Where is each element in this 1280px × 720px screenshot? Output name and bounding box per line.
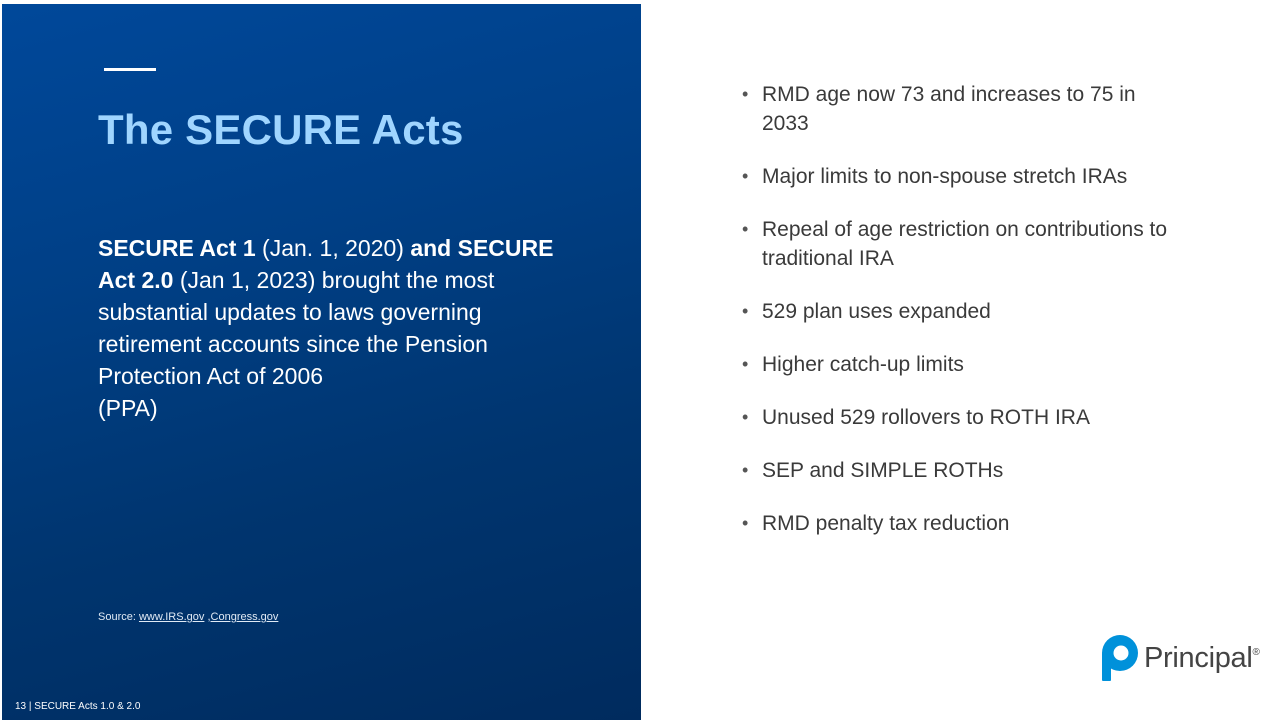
act2-date: (Jan 1, 2023) xyxy=(173,267,322,293)
bullet-item: • RMD age now 73 and increases to 75 in 2033 xyxy=(742,80,1182,138)
summary-paragraph xyxy=(98,232,558,424)
summary-abbreviation: (PPA) xyxy=(98,395,158,421)
logo-registered-mark: ® xyxy=(1252,646,1260,658)
bullet-list xyxy=(742,80,1182,562)
bullet-item: • Major limits to non-spouse stretch IRAs xyxy=(742,162,1182,191)
source-link-congress[interactable]: Congress.gov xyxy=(210,611,279,623)
left-panel xyxy=(2,4,641,720)
accent-line xyxy=(104,68,156,71)
bullet-item: • 529 plan uses expanded xyxy=(742,297,1182,326)
slide-title: The SECURE Acts xyxy=(98,106,464,153)
principal-logo-icon xyxy=(1100,634,1140,682)
summary-description: brought the most substantial updates to laws governing retirement accounts since the Pension Protection Act of 2006 xyxy=(98,267,495,389)
bullet-item: • RMD penalty tax reduction xyxy=(742,509,1182,538)
bullet-item: • SEP and SIMPLE ROTHs xyxy=(742,456,1182,485)
source-note xyxy=(98,611,278,623)
source-link-irs[interactable]: www.IRS.gov xyxy=(138,611,205,623)
slide-footer: 13 | SECURE Acts 1.0 & 2.0 xyxy=(15,701,141,712)
source-label: Source: xyxy=(98,611,139,623)
bullet-item: • Unused 529 rollovers to ROTH IRA xyxy=(742,403,1182,432)
source-separator: , xyxy=(204,611,211,623)
principal-logo xyxy=(1100,633,1260,683)
act1-name: SECURE Act 1 xyxy=(98,235,256,261)
logo-text: Principal xyxy=(1144,641,1253,674)
bullet-item: • Repeal of age restriction on contributions to traditional IRA xyxy=(742,215,1182,273)
act1-date: (Jan. 1, 2020) xyxy=(255,235,411,261)
act2-name: and SECURE Act 2.0 xyxy=(98,235,554,293)
bullet-item: • Higher catch-up limits xyxy=(742,350,1182,379)
